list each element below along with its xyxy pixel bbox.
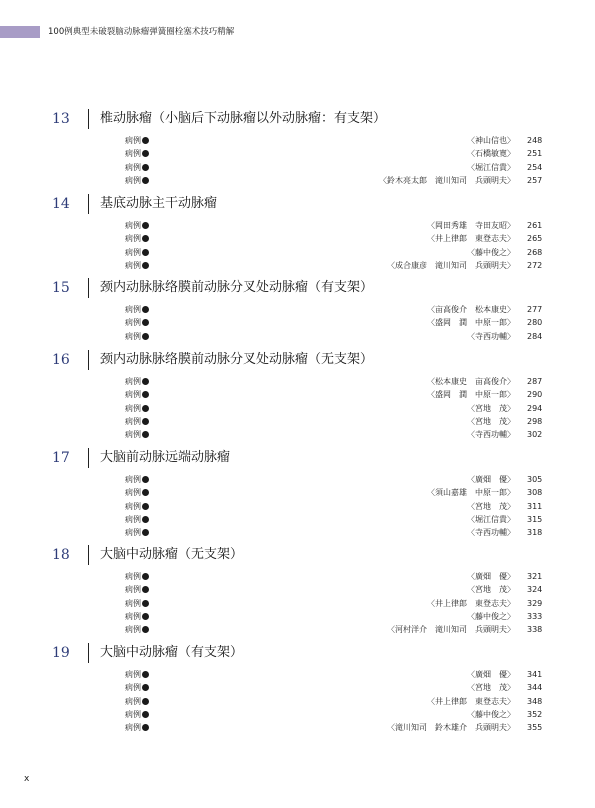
case-label — [125, 415, 149, 428]
toc-entry[interactable] — [0, 623, 595, 636]
section-number: 17 — [52, 450, 70, 466]
entry-authors: 〈須山嘉雄 中原一郎〉 — [427, 488, 515, 498]
case-label — [125, 147, 149, 160]
case-number-bullet-icon — [142, 711, 149, 718]
case-label — [125, 330, 149, 343]
entry-authors: 〈寺西功輔〉 — [467, 331, 515, 341]
case-label — [125, 708, 149, 721]
toc-entry[interactable] — [0, 232, 595, 245]
entry-authors: 〈松本康史 亩高俊介〉 — [427, 377, 515, 386]
entry-page-number: 308 — [527, 488, 543, 498]
case-label-text: 病例 — [125, 318, 141, 328]
case-label — [125, 513, 149, 526]
case-label — [125, 219, 149, 232]
toc-entry[interactable] — [0, 708, 595, 721]
case-number-bullet-icon — [142, 586, 149, 593]
entry-authors: 〈宮地 茂〉 — [467, 501, 515, 511]
toc-entry[interactable] — [0, 721, 595, 734]
case-label — [125, 316, 149, 329]
section-title: 大脑前动脉远端动脉瘤 — [100, 450, 231, 465]
toc-entry[interactable] — [0, 259, 595, 272]
case-label-text: 病例 — [125, 625, 141, 635]
case-number-bullet-icon — [142, 476, 149, 483]
case-label — [125, 161, 149, 174]
case-label-text: 病例 — [125, 528, 141, 538]
case-label — [125, 681, 149, 694]
section-divider — [88, 109, 89, 129]
entry-authors: 〈石橋敏寛〉 — [467, 149, 515, 159]
case-number-bullet-icon — [142, 306, 149, 313]
entry-page-number: 348 — [527, 696, 543, 706]
entry-authors: 〈盛岡 潤 中原一郎〉 — [427, 318, 515, 328]
case-label-text: 病例 — [125, 305, 141, 314]
case-label-text: 病例 — [125, 149, 141, 159]
case-label — [125, 232, 149, 245]
entry-authors: 〈宮地 茂〉 — [467, 683, 515, 693]
header-accent-bar — [0, 26, 40, 38]
case-label-text: 病例 — [125, 221, 141, 230]
toc-entry[interactable] — [0, 570, 595, 583]
case-number-bullet-icon — [142, 137, 149, 144]
toc-entry[interactable] — [0, 134, 595, 147]
entry-authors: 〈岡田秀雄 寺田友昭〉 — [427, 221, 515, 230]
toc-entry[interactable] — [0, 402, 595, 415]
entry-authors: 〈寺西功輔〉 — [467, 430, 515, 440]
case-label — [125, 303, 149, 316]
entry-authors: 〈盛岡 潤 中原一郎〉 — [427, 390, 515, 400]
entry-authors: 〈廣畑 優〉 — [467, 475, 515, 484]
entry-authors: 〈堀江信貴〉 — [467, 514, 515, 524]
section-divider — [88, 448, 89, 468]
entry-page-number: 277 — [527, 305, 543, 314]
case-label — [125, 500, 149, 513]
case-label-text: 病例 — [125, 514, 141, 524]
case-number-bullet-icon — [142, 222, 149, 229]
section-number: 16 — [52, 352, 70, 368]
entry-page-number: 311 — [527, 501, 543, 511]
section-divider — [88, 545, 89, 565]
toc-entry[interactable] — [0, 681, 595, 694]
entry-page-number: 284 — [527, 331, 543, 341]
case-label-text: 病例 — [125, 377, 141, 386]
section-title: 颈内动脉脉络膜前动脉分叉处动脉瘤（有支架） — [100, 280, 374, 295]
entry-page-number: 302 — [527, 430, 543, 440]
entry-page-number: 352 — [527, 709, 543, 719]
case-number-bullet-icon — [142, 177, 149, 184]
case-number-bullet-icon — [142, 684, 149, 691]
section-divider — [88, 350, 89, 370]
entry-authors: 〈滝川知司 鈴木雄介 兵頭明夫〉 — [387, 723, 515, 733]
section-number: 18 — [52, 547, 70, 563]
entry-authors: 〈成合康彦 滝川知司 兵頭明夫〉 — [387, 260, 515, 270]
case-label-text: 病例 — [125, 723, 141, 733]
case-label — [125, 174, 149, 187]
case-number-bullet-icon — [142, 489, 149, 496]
case-label — [125, 668, 149, 681]
entry-page-number: 290 — [527, 390, 543, 400]
case-label — [125, 583, 149, 596]
case-number-bullet-icon — [142, 698, 149, 705]
toc-entry[interactable] — [0, 316, 595, 329]
toc-entry[interactable] — [0, 375, 595, 388]
toc-entry[interactable] — [0, 246, 595, 259]
entry-page-number: 268 — [527, 247, 543, 257]
entry-authors: 〈亩高俊介 松本康史〉 — [427, 305, 515, 314]
case-label — [125, 388, 149, 401]
case-number-bullet-icon — [142, 391, 149, 398]
case-label — [125, 570, 149, 583]
entry-page-number: 251 — [527, 149, 543, 159]
case-label — [125, 486, 149, 499]
case-label-text: 病例 — [125, 234, 141, 244]
toc-entry[interactable] — [0, 330, 595, 343]
entry-page-number: 344 — [527, 683, 543, 693]
case-number-bullet-icon — [142, 724, 149, 731]
case-label-text: 病例 — [125, 572, 141, 581]
case-number-bullet-icon — [142, 319, 149, 326]
case-label — [125, 623, 149, 636]
entry-authors: 〈宮地 茂〉 — [467, 403, 515, 413]
entry-page-number: 294 — [527, 403, 543, 413]
section-divider — [88, 643, 89, 663]
section-divider — [88, 278, 89, 298]
running-header-title: 100例典型未破裂脑动脉瘤弹簧圈栓塞术技巧精解 — [48, 27, 235, 37]
case-number-bullet-icon — [142, 249, 149, 256]
page-folio: x — [24, 774, 30, 784]
entry-page-number: 272 — [527, 260, 543, 270]
entry-authors: 〈藤中俊之〉 — [467, 709, 515, 719]
toc-entry[interactable] — [0, 428, 595, 441]
entry-authors: 〈寺西功輔〉 — [467, 528, 515, 538]
toc-entry[interactable] — [0, 415, 595, 428]
entry-authors: 〈井上律郎 東登志夫〉 — [427, 696, 515, 706]
toc-entry[interactable] — [0, 161, 595, 174]
case-label — [125, 597, 149, 610]
case-label-text: 病例 — [125, 475, 141, 484]
case-label-text: 病例 — [125, 430, 141, 440]
case-label-text: 病例 — [125, 670, 141, 679]
case-label-text: 病例 — [125, 136, 141, 145]
case-label-text: 病例 — [125, 611, 141, 621]
case-label-text: 病例 — [125, 488, 141, 498]
entry-authors: 〈廣畑 優〉 — [467, 572, 515, 581]
case-label-text: 病例 — [125, 247, 141, 257]
entry-page-number: 280 — [527, 318, 543, 328]
entry-authors: 〈井上律郎 東登志夫〉 — [427, 598, 515, 608]
toc-entry[interactable] — [0, 174, 595, 187]
entry-authors: 〈藤中俊之〉 — [467, 611, 515, 621]
entry-page-number: 324 — [527, 585, 543, 595]
entry-page-number: 355 — [527, 723, 543, 733]
toc-entry[interactable] — [0, 500, 595, 513]
toc-entry[interactable] — [0, 695, 595, 708]
case-label — [125, 246, 149, 259]
entry-authors: 〈鈴木亮太郎 滝川知司 兵頭明夫〉 — [379, 175, 515, 185]
entry-page-number: 318 — [527, 528, 543, 538]
case-label-text: 病例 — [125, 683, 141, 693]
entry-page-number: 338 — [527, 625, 543, 635]
toc-entry[interactable] — [0, 473, 595, 486]
case-number-bullet-icon — [142, 573, 149, 580]
case-number-bullet-icon — [142, 516, 149, 523]
toc-entry[interactable] — [0, 583, 595, 596]
case-label — [125, 721, 149, 734]
toc-entry[interactable] — [0, 147, 595, 160]
entry-page-number: 261 — [527, 221, 543, 230]
case-number-bullet-icon — [142, 378, 149, 385]
entry-authors: 〈河村洋介 滝川知司 兵頭明夫〉 — [387, 625, 515, 635]
case-number-bullet-icon — [142, 164, 149, 171]
case-number-bullet-icon — [142, 529, 149, 536]
toc-entry[interactable] — [0, 219, 595, 232]
section-divider — [88, 194, 89, 214]
entry-authors: 〈神山信也〉 — [467, 136, 515, 145]
entry-authors: 〈廣畑 優〉 — [467, 670, 515, 679]
entry-page-number: 341 — [527, 670, 543, 679]
entry-page-number: 321 — [527, 572, 543, 581]
case-label-text: 病例 — [125, 260, 141, 270]
entry-page-number: 305 — [527, 475, 543, 484]
case-label-text: 病例 — [125, 696, 141, 706]
toc-entry[interactable] — [0, 303, 595, 316]
entry-authors: 〈宮地 茂〉 — [467, 416, 515, 426]
case-label-text: 病例 — [125, 598, 141, 608]
toc-entry[interactable] — [0, 668, 595, 681]
case-label-text: 病例 — [125, 390, 141, 400]
case-number-bullet-icon — [142, 626, 149, 633]
section-title: 椎动脉瘤（小脑后下动脉瘤以外动脉瘤：有支架） — [100, 111, 387, 126]
entry-page-number: 287 — [527, 377, 543, 386]
entry-page-number: 333 — [527, 611, 543, 621]
entry-page-number: 315 — [527, 514, 543, 524]
entry-page-number: 265 — [527, 234, 543, 244]
section-number: 13 — [52, 111, 70, 127]
case-number-bullet-icon — [142, 418, 149, 425]
case-label-text: 病例 — [125, 416, 141, 426]
case-label-text: 病例 — [125, 162, 141, 172]
case-label — [125, 526, 149, 539]
case-number-bullet-icon — [142, 503, 149, 510]
entry-page-number: 254 — [527, 162, 543, 172]
case-number-bullet-icon — [142, 431, 149, 438]
case-label — [125, 473, 149, 486]
section-number: 15 — [52, 280, 70, 296]
toc-entry[interactable] — [0, 513, 595, 526]
case-label — [125, 134, 149, 147]
case-label-text: 病例 — [125, 585, 141, 595]
case-label — [125, 610, 149, 623]
case-number-bullet-icon — [142, 600, 149, 607]
entry-authors: 〈宮地 茂〉 — [467, 585, 515, 595]
case-number-bullet-icon — [142, 262, 149, 269]
case-number-bullet-icon — [142, 671, 149, 678]
toc-entry[interactable] — [0, 597, 595, 610]
toc-entry[interactable] — [0, 526, 595, 539]
case-number-bullet-icon — [142, 235, 149, 242]
entry-authors: 〈井上律郎 東登志夫〉 — [427, 234, 515, 244]
section-title: 大脑中动脉瘤（有支架） — [100, 645, 244, 660]
case-label — [125, 259, 149, 272]
entry-page-number: 257 — [527, 175, 543, 185]
case-number-bullet-icon — [142, 613, 149, 620]
entry-page-number: 248 — [527, 136, 543, 145]
case-label-text: 病例 — [125, 175, 141, 185]
entry-page-number: 329 — [527, 598, 543, 608]
case-label-text: 病例 — [125, 709, 141, 719]
toc-entry[interactable] — [0, 486, 595, 499]
case-label — [125, 695, 149, 708]
case-number-bullet-icon — [142, 150, 149, 157]
case-label — [125, 402, 149, 415]
case-number-bullet-icon — [142, 405, 149, 412]
toc-entry[interactable] — [0, 388, 595, 401]
toc-entry[interactable] — [0, 610, 595, 623]
entry-authors: 〈堀江信貴〉 — [467, 162, 515, 172]
entry-authors: 〈藤中俊之〉 — [467, 247, 515, 257]
section-title: 颈内动脉脉络膜前动脉分叉处动脉瘤（无支架） — [100, 352, 374, 367]
case-label — [125, 375, 149, 388]
entry-page-number: 298 — [527, 416, 543, 426]
case-label — [125, 428, 149, 441]
section-number: 19 — [52, 645, 70, 661]
section-title: 大脑中动脉瘤（无支架） — [100, 547, 244, 562]
section-title: 基底动脉主干动脉瘤 — [100, 196, 218, 211]
case-label-text: 病例 — [125, 331, 141, 341]
case-number-bullet-icon — [142, 333, 149, 340]
section-number: 14 — [52, 196, 70, 212]
case-label-text: 病例 — [125, 403, 141, 413]
case-label-text: 病例 — [125, 501, 141, 511]
